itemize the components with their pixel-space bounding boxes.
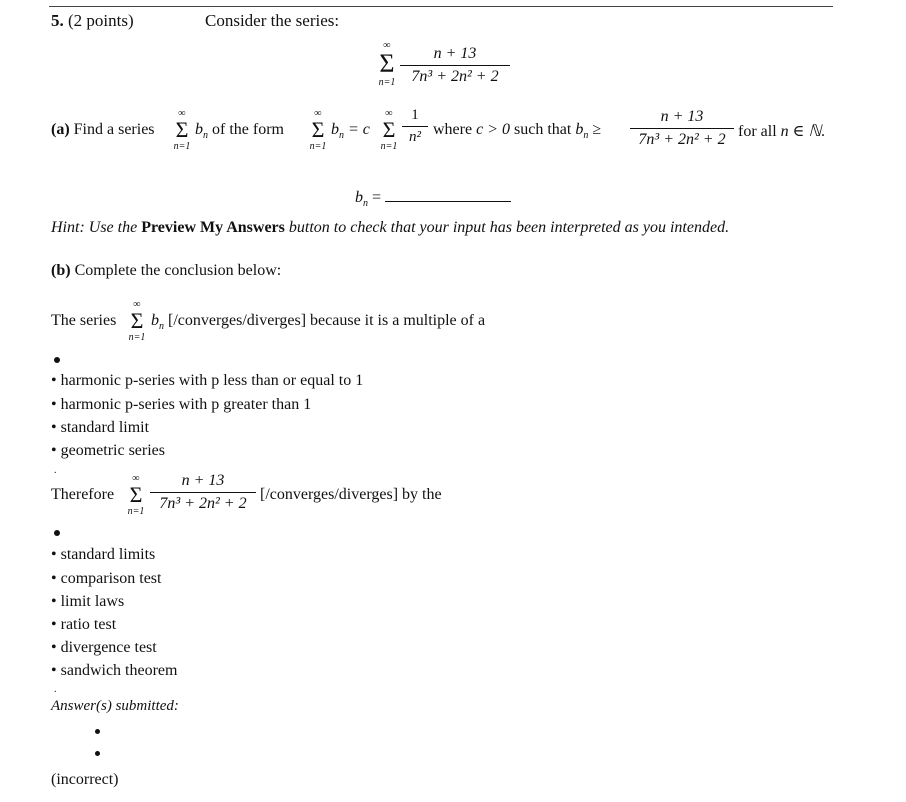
series-suffix: [/converges/diverges] because it is a multiple of a [168,312,486,329]
option2-5[interactable]: • sandwich theorem [51,662,178,679]
part-a-sum1: ∞ Σ n=1 [173,108,191,152]
eq-c: = c [348,121,370,138]
therefore-fraction [150,472,256,513]
such-that-text: such that [514,121,572,138]
answers-submitted-label: Answer(s) submitted: [51,698,179,714]
option2-2-label: limit laws [60,593,125,610]
option1-3-label: geometric series [60,442,166,459]
for-all-text: for all [738,123,777,140]
sum-lower: n=1 [378,77,396,88]
main-sum [377,40,397,88]
option2-4[interactable]: • divergence test [51,639,157,656]
bn-sub-3: n [583,130,589,142]
series-prefix: The series [51,312,117,329]
main-fraction [400,45,510,86]
hint-suffix: button to check that your input has been interpreted as you intended. [288,219,730,236]
bn-symbol-2: b [331,121,339,138]
option2-0-label: standard limits [60,546,156,563]
bn-answer-line [355,189,511,209]
bn-symbol: b [195,121,203,138]
where-text: where [433,121,473,138]
option2-3-label: ratio test [60,616,117,633]
series-suffix-wrap [151,312,485,332]
dropdown-2-selected[interactable] [54,530,60,536]
part-b-heading-text: Complete the conclusion below: [74,262,282,279]
part-a-for-all [738,121,825,141]
part-a-denominator: 7n³ + 2n² + 2 [638,131,726,148]
part-a-label-line [51,121,155,139]
option2-1[interactable]: • comparison test [51,570,162,587]
part-b-heading [51,262,281,280]
sum-upper: ∞ [383,40,391,51]
answer-bullet-2 [95,751,100,756]
main-numerator: n + 13 [433,45,477,62]
part-a-text2-wrap [195,121,284,141]
option1-2[interactable]: • standard limit [51,419,150,436]
part-b-label: (b) [51,262,71,279]
part-a-bn-eq [331,121,370,141]
part-a-label: (a) [51,121,70,138]
bn-sub-4: n [363,198,368,210]
main-denominator: 7n³ + 2n² + 2 [411,68,499,85]
hint-button-name: Preview My Answers [141,219,285,236]
c-positive: c > 0 [476,121,510,138]
one-over-n2 [402,107,428,146]
option2-5-label: sandwich theorem [60,662,178,679]
part-a-text2: of the form [212,121,284,138]
therefore-sum: ∞ Σ n=1 [127,473,145,517]
frac-one: 1 [411,107,419,123]
dropdown-1-selected[interactable] [54,357,60,363]
therefore-numerator: n + 13 [181,472,225,489]
option2-0[interactable]: • standard limits [51,546,156,563]
option1-0-label: harmonic p-series with p less than or equal to 1 [60,372,364,389]
bn-sub-2: n [339,130,344,142]
therefore-denominator: 7n³ + 2n² + 2 [159,495,247,512]
top-rule [49,6,833,7]
list-end-dot-2: . [54,684,57,695]
therefore-text: Therefore [51,486,115,503]
option2-4-label: divergence test [60,639,157,656]
bn-symbol-3: b [575,121,584,138]
answer-bullet-1 [95,729,100,734]
part-a-text1: Find a series [73,121,155,138]
option2-3[interactable]: • ratio test [51,616,117,633]
sigma-symbol: Σ [379,49,395,78]
part-b-sum1: ∞ Σ n=1 [128,299,146,343]
bn-sub-5: n [159,321,164,333]
option1-2-label: standard limit [60,419,150,436]
part-a-where [433,121,601,141]
problem-intro: Consider the series: [205,11,340,30]
frac-n2: n² [409,129,421,145]
part-a-fraction [630,108,734,149]
answer-status: (incorrect) [51,771,119,788]
geq-symbol: ≥ [592,121,602,138]
therefore-suffix: [/converges/diverges] by the [260,486,442,503]
option2-1-label: comparison test [60,570,162,587]
hint [51,219,729,237]
option1-3[interactable]: • geometric series [51,442,166,459]
hint-prefix: Hint: Use the [51,219,138,236]
problem-header [51,11,134,31]
n-in-N: n ∈ ℕ. [780,123,826,140]
problem-number: 5. [51,11,64,30]
option1-0[interactable]: • harmonic p-series with p less than or equal to 1 [51,372,364,389]
option1-1[interactable]: • harmonic p-series with p greater than 1 [51,396,312,413]
bn-symbol-4: b [355,189,363,206]
bn-sub: n [203,130,208,142]
option2-2[interactable]: • limit laws [51,593,125,610]
bn-answer-blank[interactable] [385,189,511,202]
list-end-dot-1: . [54,465,57,476]
equals-sign: = [372,189,382,206]
bn-symbol-5: b [151,312,159,329]
part-a-sum2: ∞ Σ n=1 [309,108,327,152]
part-a-sum3: ∞ Σ n=1 [380,108,398,152]
problem-points: (2 points) [68,11,134,30]
option1-1-label: harmonic p-series with p greater than 1 [60,396,312,413]
part-a-numerator: n + 13 [660,108,704,125]
